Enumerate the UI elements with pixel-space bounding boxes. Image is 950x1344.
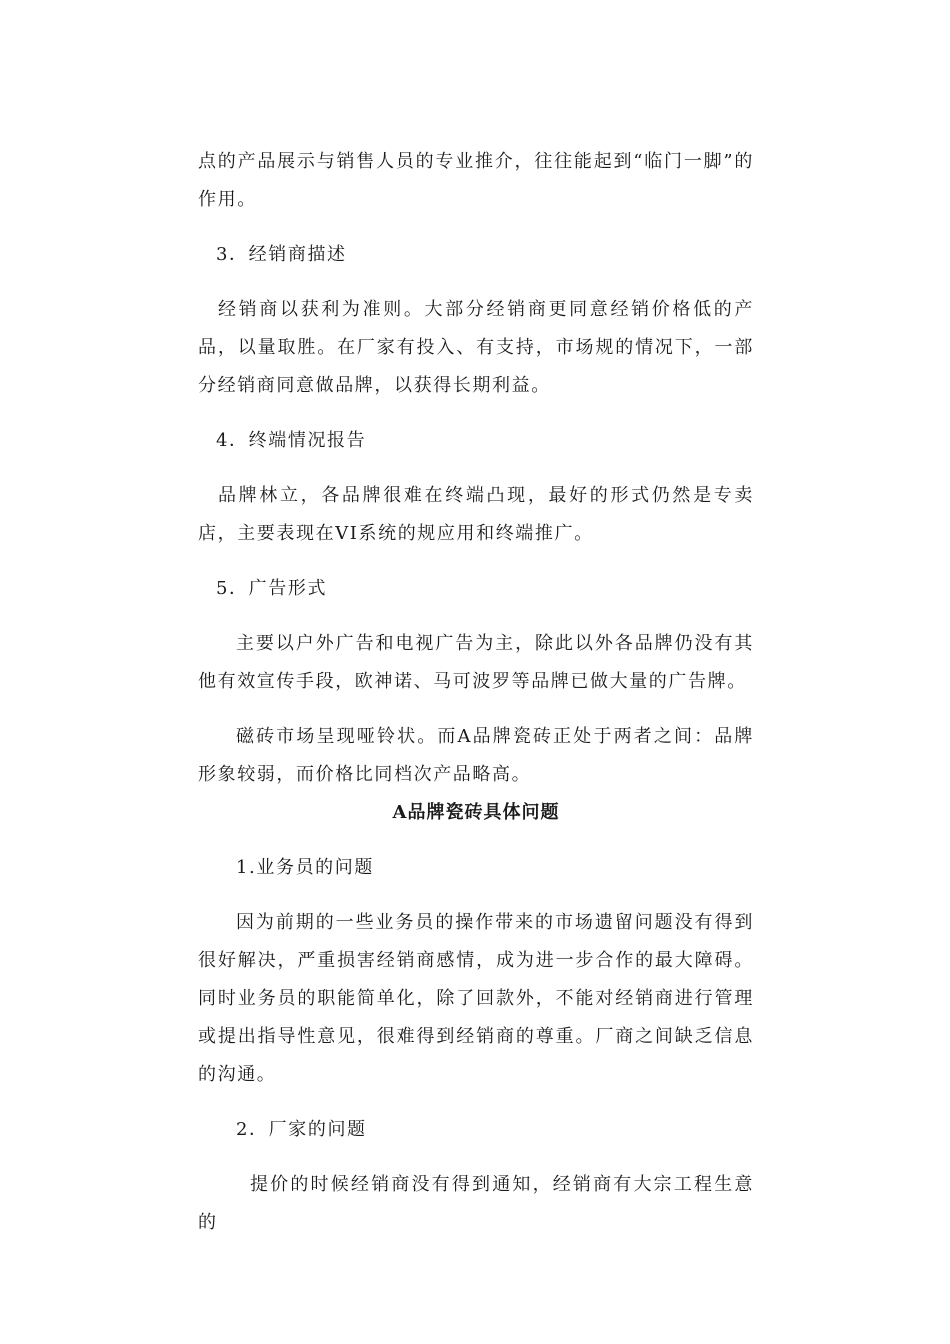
paragraph-manufacturer-problem: 提价的时候经销商没有得到通知，经销商有大宗工程生意的 <box>198 1174 754 1233</box>
paragraph-terminal-report: 品牌林立，各品牌很难在终端凸现，最好的形式仍然是专卖店，主要表现在VI系统的规应用和终端推广。 <box>198 485 754 544</box>
paragraph-salesman-problem: 因为前期的一些业务员的操作带来的市场遗留问题没有得到很好解决，严重损害经销商感情，成为进一步合作的最大障碍。同时业务员的职能简单化，除了回款外，不能对经销商进行管理或提出指导性意见，很难得到经销商的尊重。厂商之间缺乏信息的沟通。 <box>198 912 754 1085</box>
document-body <box>198 143 754 1242</box>
heading-dealer-description: 3．经销商描述 <box>216 244 347 265</box>
heading-ad-form: 5．广告形式 <box>216 578 328 599</box>
heading-salesman-problem: 1.业务员的问题 <box>236 857 374 878</box>
heading-manufacturer-problem: 2．厂家的问题 <box>236 1119 367 1140</box>
section-title: A品牌瓷砖具体问题 <box>392 802 560 823</box>
paragraph-ad-form: 主要以户外广告和电视广告为主，除此以外各品牌仍没有其他有效宣传手段，欧神诺、马可波罗等品牌已做大量的广告牌。 <box>198 633 754 692</box>
paragraph-product-display: 点的产品展示与销售人员的专业推介，往往能起到“临门一脚”的作用。 <box>198 151 754 210</box>
paragraph-market-shape: 磁砖市场呈现哑铃状。而A品牌瓷砖正处于两者之间：品牌形象较弱，而价格比同档次产品略高。 <box>198 726 754 785</box>
heading-terminal-report: 4．终端情况报告 <box>216 430 367 451</box>
paragraph-dealer-description: 经销商以获利为准则。大部分经销商更同意经销价格低的产品，以量取胜。在厂家有投入、有支持，市场规的情况下，一部分经销商同意做品牌，以获得长期利益。 <box>198 299 754 396</box>
